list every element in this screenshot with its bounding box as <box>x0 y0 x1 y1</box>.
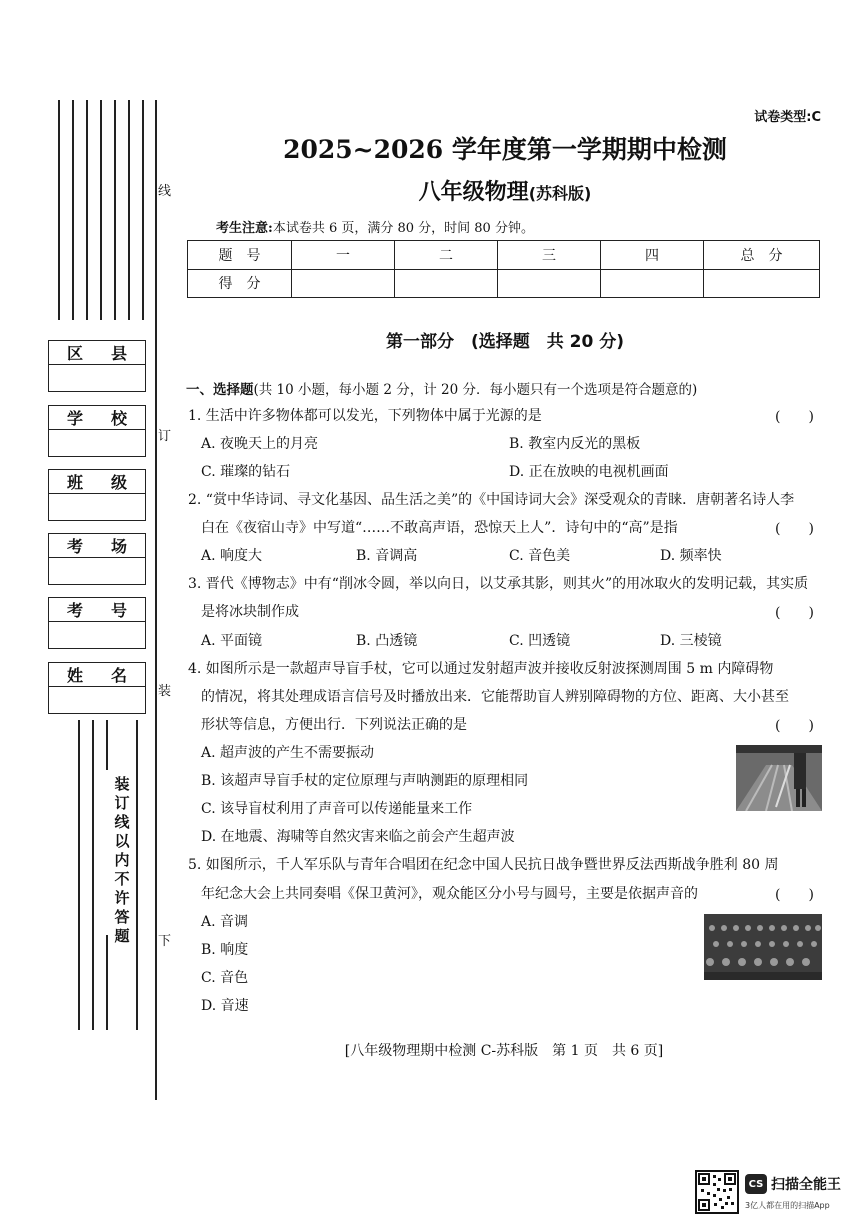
edition-label: (苏科版) <box>528 184 592 203</box>
binding-line <box>72 100 74 320</box>
table-row <box>188 269 820 298</box>
option: C. 璀璨的钻石 <box>201 464 291 480</box>
page-footer: [八年级物理期中检测 C-苏科版 第 1 页 共 6 页] <box>344 1043 664 1059</box>
binding-note: 装订线以内不许答题 <box>114 775 130 945</box>
option: C. 该导盲杖利用了声音可以传递能量来工作 <box>201 801 473 817</box>
option: D. 正在放映的电视机画面 <box>509 464 669 480</box>
district-field[interactable]: 区 县 <box>48 340 146 392</box>
score-input[interactable] <box>704 269 820 298</box>
subject-title: 八年级物理 <box>418 180 529 205</box>
question-4-line: 形状等信息，方便出行．下列说法正确的是 <box>201 717 467 733</box>
option: A. 音调 <box>201 914 249 930</box>
table-cell: 得 分 <box>188 269 292 298</box>
binding-line <box>142 100 144 320</box>
question-3-line: 是将冰块制作成 <box>201 604 299 620</box>
option: D. 频率快 <box>660 548 722 564</box>
question-4-line: 的情况，将其处理成语言信号及时播放出来．它能帮助盲人辨别障碍物的方位、距离、大小甚至 <box>201 689 789 705</box>
page-subtitle <box>190 175 820 206</box>
option: A. 夜晚天上的月亮 <box>201 436 319 452</box>
guide-cane-photo <box>736 745 822 811</box>
question-5: 5. 如图所示，千人军乐队与青年合唱团在纪念中国人民抗日战争暨世界反法西斯战争胜利 80 周 <box>188 857 779 873</box>
page-title: 2025~2026 学年度第一学期期中检测 <box>283 135 727 164</box>
table-cell: 三 <box>498 241 601 270</box>
paper-type: 试卷类型:C <box>754 110 821 125</box>
score-table <box>187 240 820 298</box>
binding-line <box>100 100 102 320</box>
table-cell: 题 号 <box>188 241 292 270</box>
score-input[interactable] <box>498 269 601 298</box>
scanner-slogan: 3亿人都在用的扫描App <box>745 1201 830 1210</box>
table-cell: 总 分 <box>704 241 820 270</box>
answer-paren[interactable]: ( ) <box>775 605 814 621</box>
binding-line <box>58 100 60 320</box>
table-cell: 一 <box>292 241 395 270</box>
side-mark-xian: 线 <box>158 184 172 199</box>
option: B. 音调高 <box>356 548 418 564</box>
answer-paren[interactable]: ( ) <box>775 887 814 903</box>
scanner-logo: CS <box>745 1174 767 1194</box>
table-row <box>188 241 820 270</box>
question-2: 2. “赏中华诗词、寻文化基因、品生活之美”的《中国诗词大会》深受观众的青睐．唐朝著名诗人李 <box>188 492 795 508</box>
score-input[interactable] <box>292 269 395 298</box>
binding-line <box>106 935 108 1030</box>
table-cell: 四 <box>601 241 704 270</box>
band-photo <box>704 914 822 980</box>
option: D. 三棱镜 <box>660 633 722 649</box>
section-heading: 一、选择题(共 10 小题，每小题 2 分，计 20 分．每小题只有一个选项是符合题意的) <box>186 382 698 398</box>
option: D. 在地震、海啸等自然灾害来临之前会产生超声波 <box>201 829 515 845</box>
answer-paren[interactable]: ( ) <box>775 409 814 425</box>
option: A. 超声波的产生不需要振动 <box>201 745 375 761</box>
binding-line <box>155 100 157 1100</box>
exam-number-field[interactable]: 考 号 <box>48 597 146 649</box>
binding-line <box>114 100 116 320</box>
option: D. 音速 <box>201 998 249 1014</box>
answer-paren[interactable]: ( ) <box>775 521 814 537</box>
binding-line <box>136 720 138 1030</box>
qr-code <box>695 1170 739 1214</box>
option: A. 响度大 <box>201 548 263 564</box>
scanner-name: 扫描全能王 <box>771 1177 841 1193</box>
school-field[interactable]: 学 校 <box>48 405 146 457</box>
option: B. 该超声导盲手杖的定位原理与声呐测距的原理相同 <box>201 773 529 789</box>
binding-line <box>128 100 130 320</box>
binding-line <box>78 720 80 1030</box>
score-input[interactable] <box>395 269 498 298</box>
score-input[interactable] <box>601 269 704 298</box>
question-1: 1. 生活中许多物体都可以发光，下列物体中属于光源的是 <box>188 408 542 424</box>
option: B. 教室内反光的黑板 <box>509 436 641 452</box>
option: A. 平面镜 <box>201 633 263 649</box>
binding-line <box>86 100 88 320</box>
side-mark-zhuang: 装 <box>158 684 172 699</box>
option: C. 音色美 <box>509 548 571 564</box>
binding-line <box>106 720 108 770</box>
question-2-line: 白在《夜宿山寺》中写道“……不敢高声语，恐惊天上人”．诗句中的“高”是指 <box>201 520 678 536</box>
side-mark-ding: 订 <box>158 429 172 444</box>
option: C. 音色 <box>201 970 249 986</box>
name-field[interactable]: 姓 名 <box>48 662 146 714</box>
question-5-line: 年纪念大会上共同奏唱《保卫黄河》，观众能区分小号与圆号，主要是依据声音的 <box>201 886 698 902</box>
binding-line <box>92 720 94 1030</box>
exam-room-field[interactable]: 考 场 <box>48 533 146 585</box>
part-title: 第一部分 (选择题 共 20 分) <box>385 332 625 352</box>
table-cell: 二 <box>395 241 498 270</box>
question-4: 4. 如图所示是一款超声导盲手杖，它可以通过发射超声波并接收反射波探测周围 5 m 内障碍物 <box>188 661 774 677</box>
side-mark-xia: 下 <box>158 934 172 949</box>
class-field[interactable]: 班 级 <box>48 469 146 521</box>
option: B. 响度 <box>201 942 249 958</box>
exam-notice: 考生注意:本试卷共 6 页，满分 80 分，时间 80 分钟。 <box>216 221 534 236</box>
option: C. 凹透镜 <box>509 633 571 649</box>
answer-paren[interactable]: ( ) <box>775 718 814 734</box>
question-3: 3. 晋代《博物志》中有“削冰令圆，举以向日，以艾承其影，则其火”的用冰取火的发明记载，其实质 <box>188 576 809 592</box>
option: B. 凸透镜 <box>356 633 418 649</box>
